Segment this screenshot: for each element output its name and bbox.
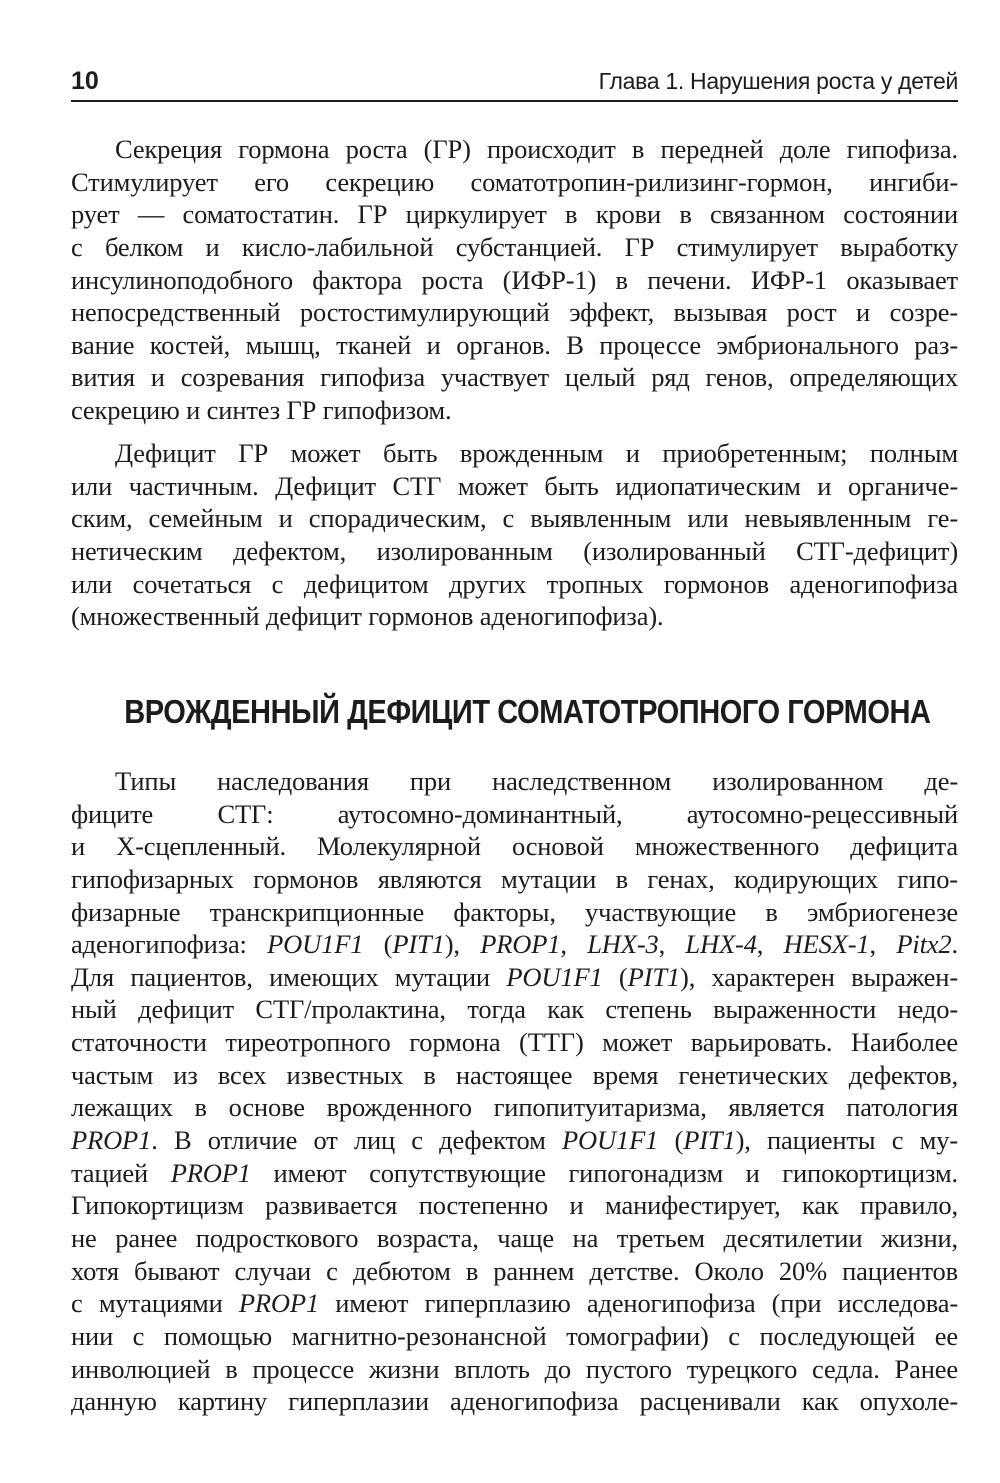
paragraph-line: и Х-сцепленный. Молекулярной основой множественного дефицита: [71, 831, 958, 862]
paragraph-line: вития и созревания гипофиза участвует целый ряд генов, определяющих: [71, 362, 958, 393]
gene-name: POU1F1: [267, 929, 364, 960]
paragraph-line: или сочетаться с дефицитом других тропных гормонов аденогипофиза: [71, 568, 958, 599]
paragraph-line: [71, 1157, 958, 1190]
paragraph-line: гипофизарных гормонов являются мутации в генах, кодирующих гипо-: [71, 863, 958, 894]
gene-name: PIT1: [627, 961, 681, 992]
text-run: ), характерен выражен-: [680, 961, 958, 992]
page-number: 10: [71, 67, 99, 95]
paragraph-line: (множественный дефицит гормонов аденогипофиза).: [71, 601, 664, 632]
gene-name: POU1F1: [562, 1125, 659, 1156]
gene-name: PROP1: [480, 929, 561, 960]
text-run: (: [363, 929, 393, 960]
paragraph-line: Секреция гормона роста (ГР) происходит в передней доле гипофиза.: [115, 134, 958, 164]
paragraph-line: хотя бывают случаи с дебютом в раннем детстве. Около 20% пациентов: [71, 1255, 958, 1286]
paragraph-line: физарные транскрипционные факторы, участвующие в эмбриогенезе: [71, 896, 958, 927]
paragraph-line: нетическим дефектом, изолированным (изолированный СТГ-дефицит): [71, 535, 958, 566]
paragraph-line: Стимулирует его секрецию соматотропин-рилизинг-гормон, ингиби-: [71, 166, 958, 197]
paragraph-line: с белком и кисло-лабильной субстанцией. ГР стимулирует выработку: [71, 231, 958, 262]
paragraph-line: или частичным. Дефицит СТГ может быть идиопатическим и органиче-: [71, 470, 958, 501]
gene-name: LHX-4: [685, 929, 757, 960]
paragraph-line: [71, 1287, 958, 1320]
text-run: .: [951, 929, 958, 960]
paragraph-line: лежащих в основе врожденного гипопитуитаризма, является патология: [71, 1092, 958, 1123]
running-title: Глава 1. Нарушения роста у детей: [598, 68, 958, 94]
paragraph-line: секрецию и синтез ГР гипофизом.: [71, 395, 452, 426]
section-heading: ВРОЖДЕННЫЙ ДЕФИЦИТ СОМАТОТРОПНОГО ГОРМОНА: [124, 693, 931, 730]
paragraph-line: инсулиноподобного фактора роста (ИФР-1) в печени. ИФР-1 оказывает: [71, 264, 958, 295]
gene-name: PROP1: [170, 1157, 251, 1188]
paragraph-line: ским, семейным и спорадическим, с выявленным или невыявленным ге-: [71, 503, 958, 534]
page-header: [71, 62, 958, 102]
paragraph-line: Гипокортицизм развивается постепенно и манифестирует, как правило,: [71, 1190, 958, 1221]
gene-name: Pitx2: [896, 929, 952, 960]
gene-name: PROP1: [71, 1125, 152, 1156]
gene-name: LHX-3: [587, 929, 659, 960]
text-run: имеют сопутствующие гипогонадизм и гипокортицизм.: [250, 1157, 958, 1188]
text-run: с мутациями: [71, 1288, 239, 1319]
text-run: аденогипофиза:: [71, 929, 268, 960]
paragraph-line: Дефицит ГР может быть врожденным и приобретенным; полным: [115, 438, 958, 468]
text-run: (: [658, 1125, 684, 1156]
text-run: Для пациентов, имеющих мутации: [71, 961, 507, 992]
text-run: ,: [560, 929, 588, 960]
paragraph-gh-deficiency-types: [71, 437, 958, 633]
paragraph-line: нии с помощью магнитно-резонансной томографии) с последующей ее: [71, 1320, 958, 1351]
paragraph-growth-hormone-secretion: [71, 133, 958, 427]
paragraph-line: статочности тиреотропного гормона (ТТГ) может варьировать. Наиболее: [71, 1027, 958, 1058]
paragraph-line: фиците СТГ: аутосомно-доминантный, аутосомно-рецессивный: [71, 798, 958, 829]
text-run: ),: [444, 929, 481, 960]
gene-name: PIT1: [392, 929, 445, 960]
gene-name: POU1F1: [506, 961, 603, 992]
paragraph-line: Типы наследования при наследственном изолированном де-: [115, 766, 958, 796]
text-run: . В отличие от лиц с дефектом: [151, 1125, 562, 1156]
paragraph-inheritance-types: [71, 765, 958, 1418]
text-run: ,: [658, 929, 686, 960]
paragraph-line: вание костей, мышц, тканей и органов. В процессе эмбрионального раз-: [71, 329, 958, 360]
paragraph-line: [71, 1124, 958, 1157]
paragraph-line: данную картину гиперплазии аденогипофиза расценивали как опухоле-: [71, 1386, 958, 1417]
paragraph-line: [71, 928, 958, 961]
paragraph-line: рует — соматостатин. ГР циркулирует в крови в связанном состоянии: [71, 199, 958, 230]
gene-name: PROP1: [238, 1288, 320, 1319]
gene-name: PIT1: [683, 1125, 736, 1156]
paragraph-line: непосредственный ростостимулирующий эффект, вызывая рост и созре-: [71, 297, 958, 328]
gene-name: HESX-1: [783, 929, 870, 960]
text-run: ,: [756, 929, 784, 960]
text-run: ), пациенты с му-: [735, 1125, 958, 1156]
paragraph-line: ный дефицит СТГ/пролактина, тогда как степень выраженности недо-: [71, 994, 958, 1025]
paragraph-line: [71, 961, 958, 994]
paragraph-line: не ранее подросткового возраста, чаще на третьем десятилетии жизни,: [71, 1222, 958, 1253]
text-run: (: [602, 961, 628, 992]
text-run: имеют гиперплазию аденогипофиза (при исследова-: [319, 1288, 958, 1319]
text-run: ,: [869, 929, 897, 960]
text-run: тацией: [71, 1157, 171, 1188]
paragraph-line: частым из всех известных в настоящее время генетических дефектов,: [71, 1059, 958, 1090]
paragraph-line: инволюцией в процессе жизни вплоть до пустого турецкого седла. Ранее: [71, 1353, 958, 1384]
